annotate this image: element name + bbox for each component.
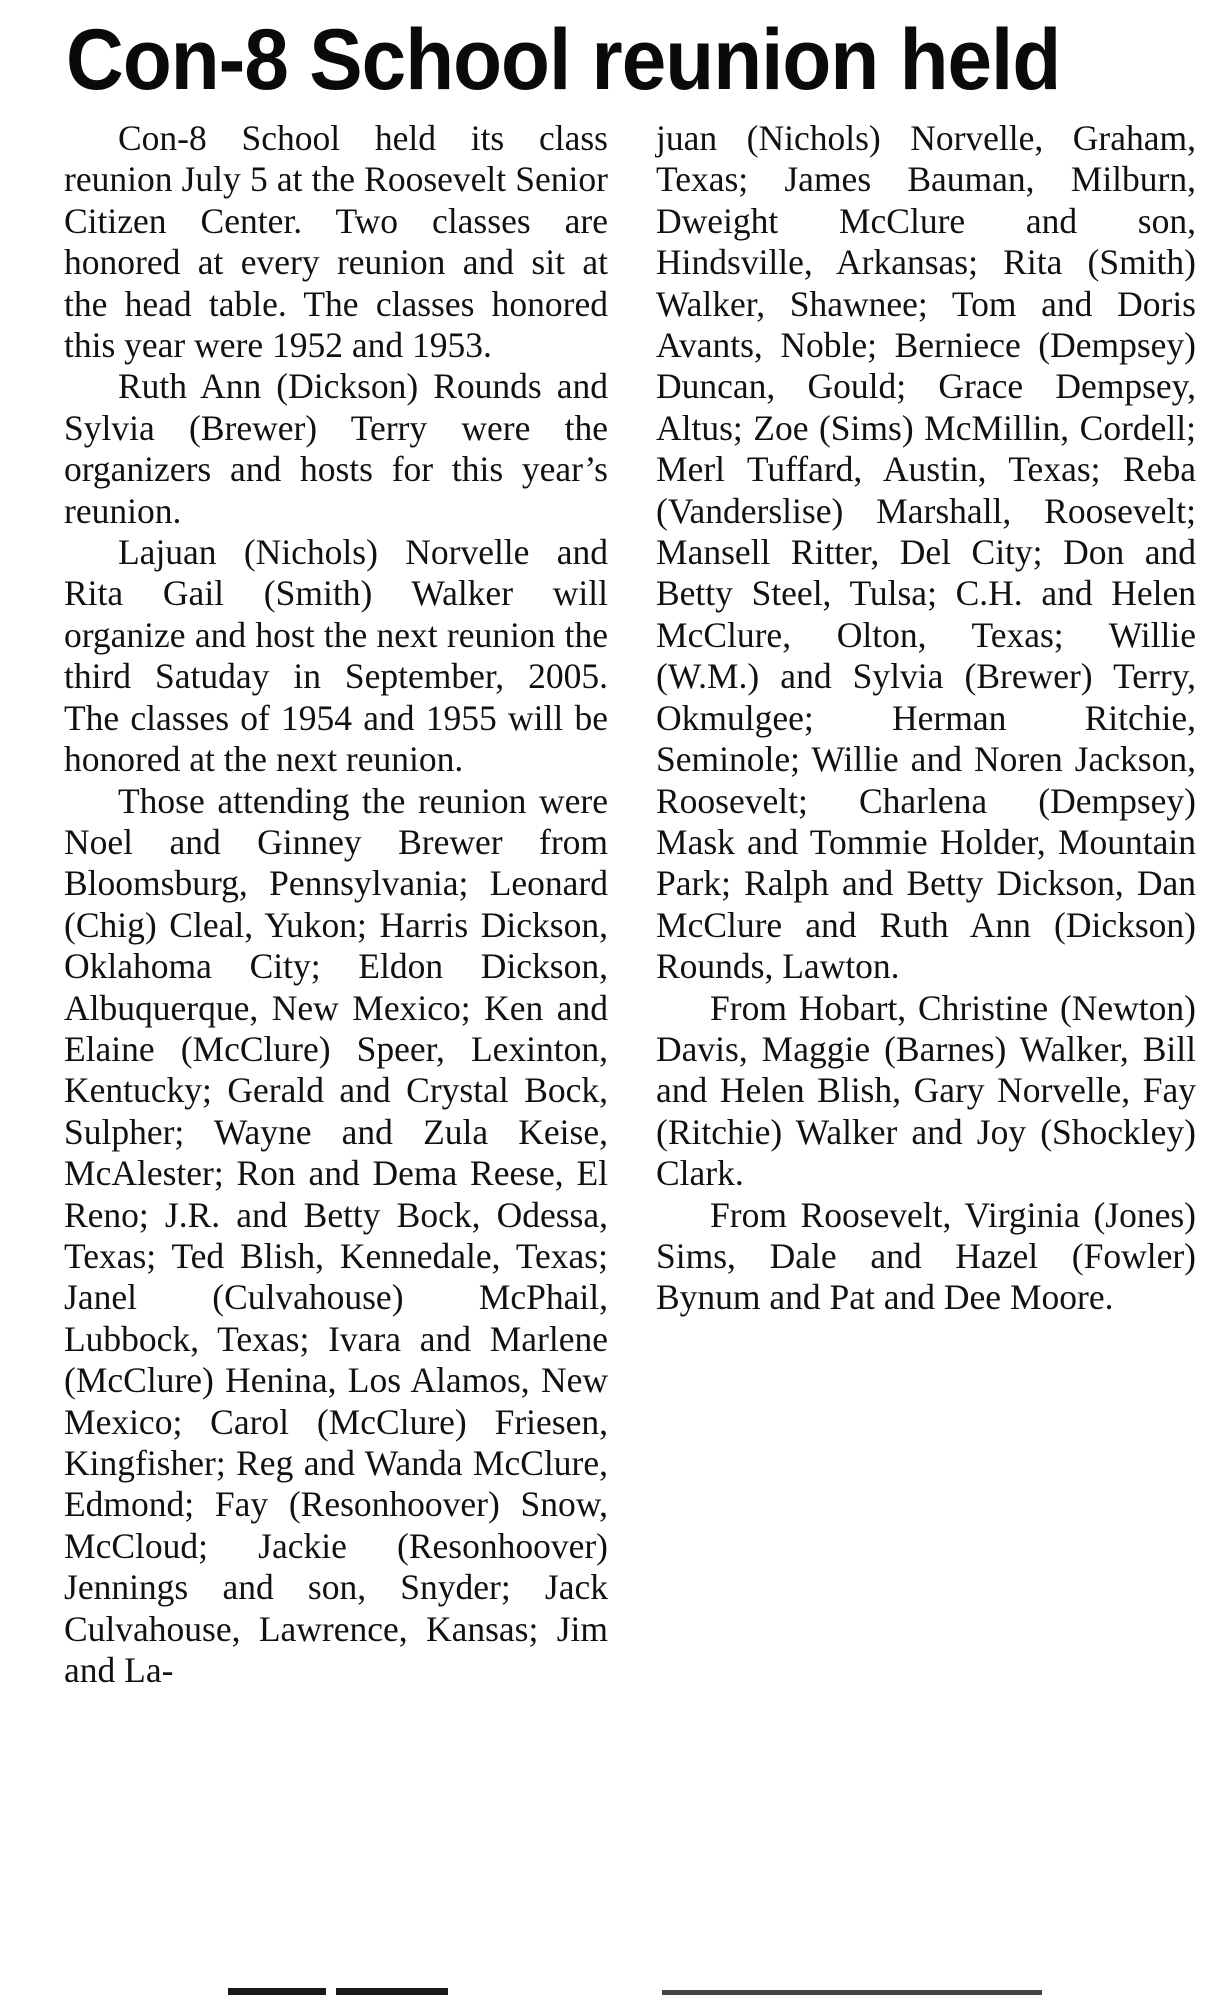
paragraph-attendees-continued: juan (Nichols) Norvelle, Graham, Texas; James Bauman, Milburn, Dweight McClure and son, Hindsville, Arkansas; Rita (Smith) Walker, Shawnee; Tom and Doris Avants, Noble; Berniece (Dempsey) Duncan, Gould; Grace Dempsey, Altus; Zoe (Sims) McMillin, Cordell; Merl Tuffard, Austin, Texas; Reba (Vanderslise) Marshall, Roosevelt; Mansell Ritter, Del City; Don and Betty Steel, Tulsa; C.H. and Helen McClure, Olton, Texas; Willie (W.M.) and Sylvia (Brewer) Terry, Okmulgee; Herman Ritchie, Seminole; Willie and Noren Jackson, Roosevelt; Charlena (Dempsey) Mask and Tommie Holder, Mountain Park; Ralph and Betty Dickson, Dan McClure and Ruth Ann (Dickson) Rounds, Lawton. bbox=[656, 118, 1196, 987]
paragraph-organizers: Ruth Ann (Dickson) Rounds and Sylvia (Brewer) Terry were the organizers and hosts for this year’s reunion. bbox=[64, 366, 608, 531]
right-column bbox=[656, 118, 1196, 1319]
paragraph-next-reunion: Lajuan (Nichols) Norvelle and Rita Gail (Smith) Walker will organize and host the next reunion the third Satuday in September, 2005. The classes of 1954 and 1955 will be honored at the next reunion. bbox=[64, 532, 608, 780]
paragraph-from-hobart: From Hobart, Christine (Newton) Davis, Maggie (Barnes) Walker, Bill and Helen Blish, Gary Norvelle, Fay (Ritchie) Walker and Joy (Shockley) Clark. bbox=[656, 987, 1196, 1194]
headline: Con-8 School reunion held bbox=[66, 12, 1061, 108]
paragraph-from-roosevelt: From Roosevelt, Virginia (Jones) Sims, Dale and Hazel (Fowler) Bynum and Pat and Dee Moore. bbox=[656, 1194, 1196, 1318]
bottom-rule-middle bbox=[336, 1988, 448, 1995]
bottom-rule-left bbox=[228, 1988, 326, 1995]
paragraph-attendees: Those attending the reunion were Noel and Ginney Brewer from Bloomsburg, Pennsylvania; Leonard (Chig) Cleal, Yukon; Harris Dickson, Oklahoma City; Eldon Dickson, Albuquerque, New Mexico; Ken and Elaine (McClure) Speer, Lexinton, Kentucky; Gerald and Crystal Bock, Sulpher; Wayne and Zula Keise, McAlester; Ron and Dema Reese, El Reno; J.R. and Betty Bock, Odessa, Texas; Ted Blish, Kennedale, Texas; Janel (Culvahouse) McPhail, Lubbock, Texas; Ivara and Marlene (McClure) Henina, Los Alamos, New Mexico; Carol (McClure) Friesen, Kingfisher; Reg and Wanda McClure, Edmond; Fay (Resonhoover) Snow, McCloud; Jackie (Resonhoover) Jennings and son, Snyder; Jack Culvahouse, Lawrence, Kansas; Jim and La- bbox=[64, 780, 608, 1691]
paragraph-intro: Con-8 School held its class reunion July 5 at the Roosevelt Senior Citizen Center. Two classes are honored at every reunion and sit at the head table. The classes honored this year were 1952 and 1953. bbox=[64, 118, 608, 366]
bottom-rule-right bbox=[662, 1990, 1042, 1995]
left-column bbox=[64, 118, 608, 1691]
